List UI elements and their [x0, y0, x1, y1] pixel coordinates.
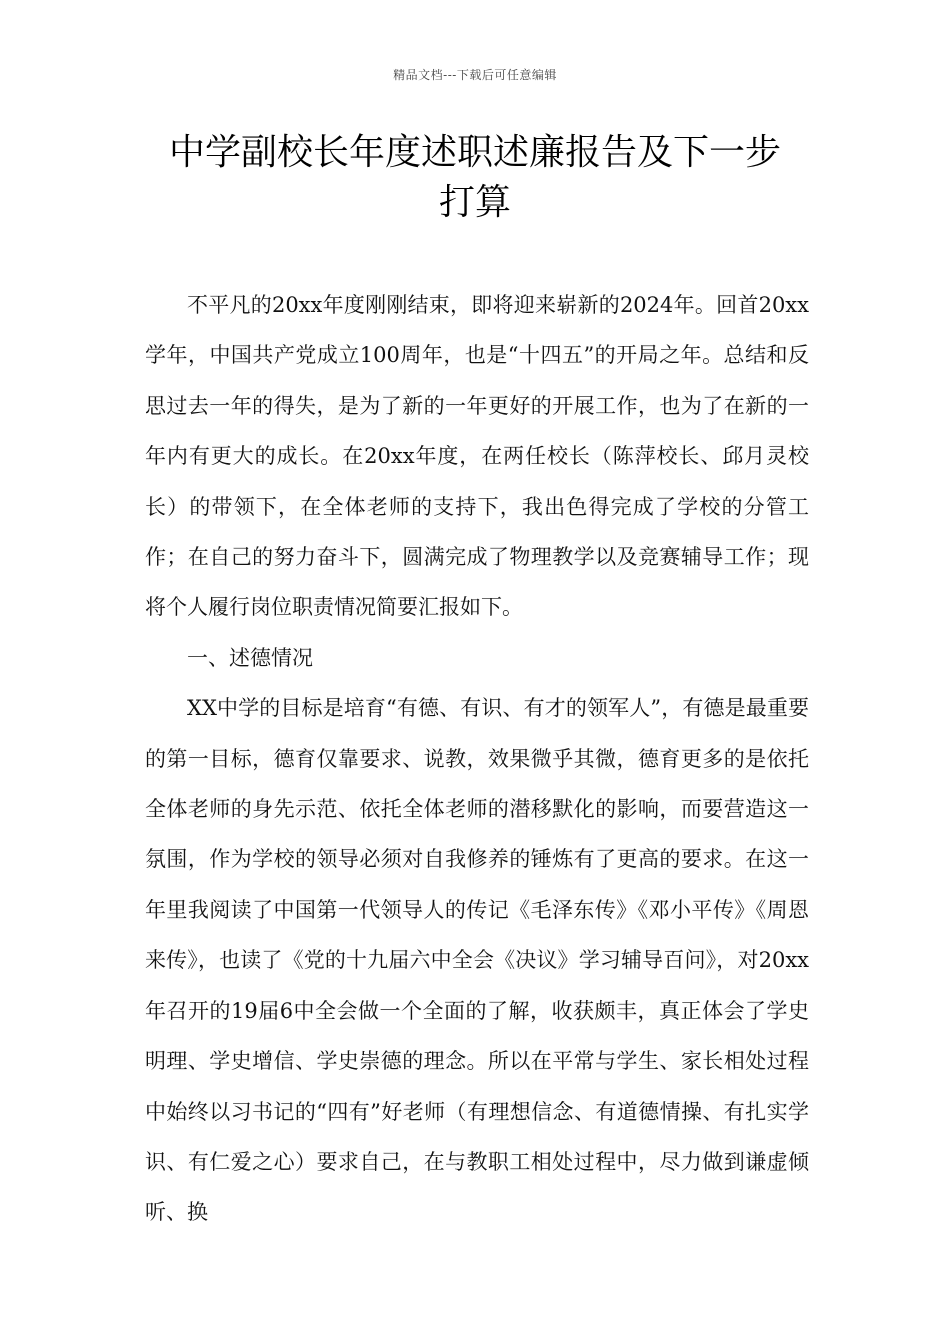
- title-line-2: 打算: [438, 182, 511, 223]
- intro-paragraph: 不平凡的20xx年度刚刚结束，即将迎来崭新的2024年。回首20xx学年，中国共产党成立100周年，也是“十四五”的开局之年。总结和反思过去一年的得失，是为了新的一年更好的开展工作，也为了在新的一年内有更大的成长。在20xx年度，在两任校长（陈萍校长、邱月灵校长）的带领下，在全体老师的支持下，我出色得完成了学校的分管工作；在自己的努力奋斗下，圆满完成了物理教学以及竞赛辅导工作；现将个人履行岗位职责情况简要汇报如下。: [145, 293, 809, 620]
- document-body: [145, 280, 809, 1238]
- section-heading-morality: 一、述德情况: [187, 645, 313, 670]
- morality-paragraph: XX中学的目标是培育“有德、有识、有才的领军人”，有德是最重要的第一目标，德育仅靠要求、说教，效果微乎其微，德育更多的是依托全体老师的身先示范、依托全体老师的潜移默化的影响，而要营造这一氛围，作为学校的领导必须对自我修养的锤炼有了更高的要求。在这一年里我阅读了中国第一代领导人的传记《毛泽东传》《邓小平传》《周恩来传》，也读了《党的十九届六中全会《决议》学习辅导百问》，对20xx年召开的19届6中全会做一个全面的了解，收获颇丰，真正体会了学史明理、学史增信、学史崇德的理念。所以在平常与学生、家长相处过程中始终以习书记的“四有”好老师（有理想信念、有道德情操、有扎实学识、有仁爱之心）要求自己，在与教职工相处过程中，尽力做到谦虚倾听、换: [145, 696, 809, 1225]
- page-header-note: 精品文档---下载后可任意编辑: [393, 68, 557, 82]
- title-line-1: 中学副校长年度述职述廉报告及下一步: [168, 132, 781, 173]
- document-title: [120, 128, 830, 228]
